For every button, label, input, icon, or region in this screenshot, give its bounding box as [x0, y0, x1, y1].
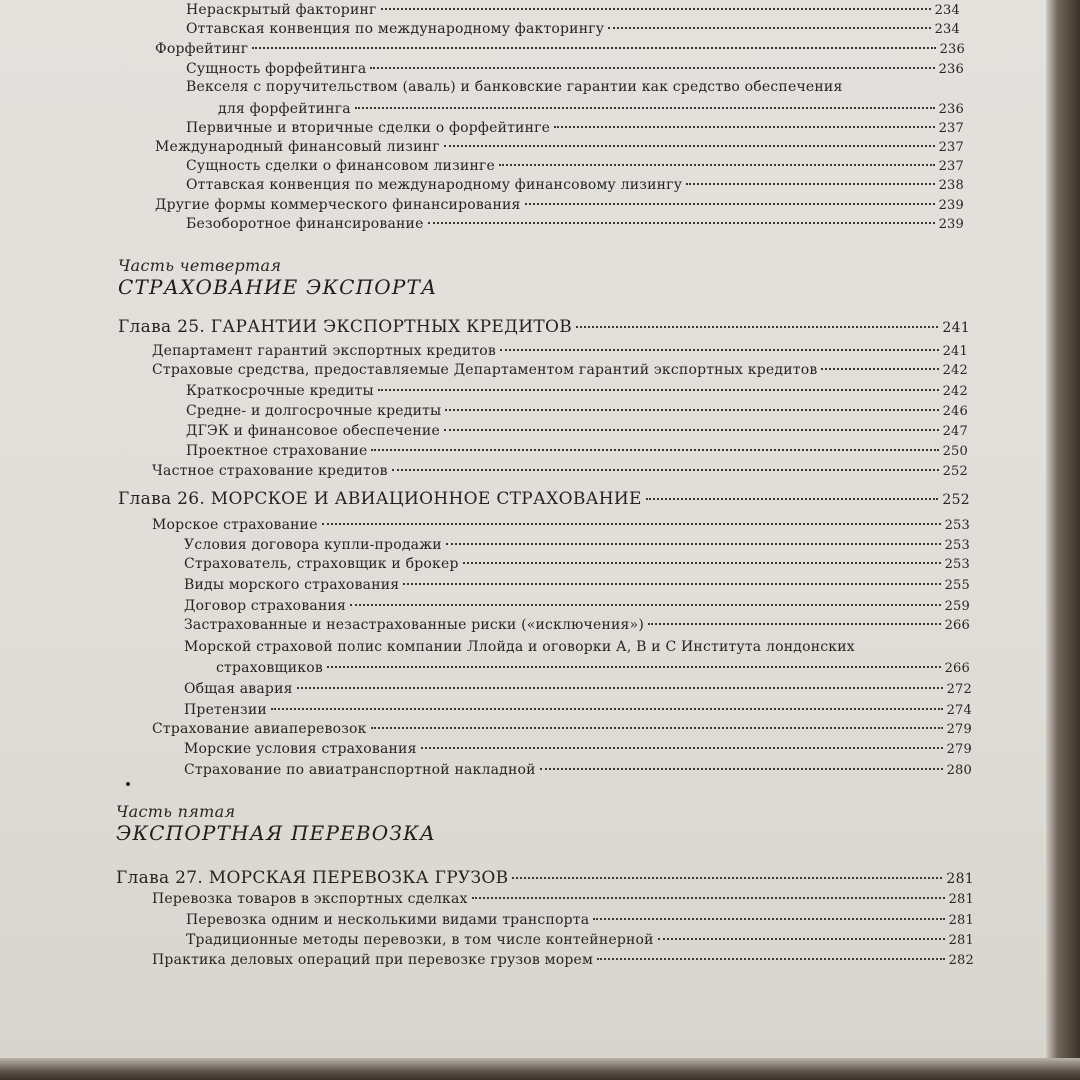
dot-leader [381, 8, 931, 10]
toc-entry-label: Застрахованные и незастрахованные риски («исключения») [184, 617, 644, 633]
dot-leader [446, 543, 941, 545]
dot-leader [371, 449, 938, 451]
toc-page-number: 274 [946, 703, 972, 718]
toc-page-number: 279 [946, 722, 972, 737]
dot-leader [597, 958, 944, 960]
toc-entry-label: Оттавская конвенция по международному факторингу [186, 21, 605, 37]
toc-entry-label: Сущность форфейтинга [186, 61, 367, 77]
dot-leader [370, 67, 934, 69]
dot-leader [403, 583, 940, 585]
toc-entry-label: Средне- и долгосрочные кредиты [186, 403, 442, 419]
toc-entry-label: Морское страхование [152, 517, 318, 533]
toc-entry [152, 719, 972, 739]
toc-entry-label: Страхователь, страховщик и брокер [184, 556, 459, 572]
toc-page-number: 242 [942, 384, 968, 399]
toc-entry [186, 0, 960, 20]
dot-leader [327, 666, 941, 668]
ink-speck [126, 782, 130, 786]
toc-entry [184, 575, 970, 595]
toc-entry-label: Практика деловых операций при перевозке грузов морем [152, 952, 594, 968]
toc-page-number: 279 [946, 742, 972, 757]
toc-page-number: 255 [944, 578, 970, 593]
toc-entry-label: Страхование авиаперевозок [152, 721, 367, 737]
dot-leader [378, 389, 939, 391]
toc-page-number: 252 [942, 492, 970, 508]
toc-entry-label: Проектное страхование [186, 443, 368, 459]
dot-leader [297, 687, 943, 689]
chapter-title: Глава 25. ГАРАНТИИ ЭКСПОРТНЫХ КРЕДИТОВ [118, 317, 572, 337]
toc-entry [155, 39, 965, 59]
dot-leader [350, 604, 941, 606]
toc-entry [186, 441, 968, 461]
toc-page-number: 247 [942, 424, 968, 439]
toc-entry-label: Претензии [184, 702, 267, 718]
toc-entry [152, 461, 968, 481]
toc-page-number: 238 [938, 178, 964, 193]
toc-page-number: 239 [938, 198, 964, 213]
dot-leader [271, 708, 943, 710]
toc-entry-label: ДГЭК и финансовое обеспечение [186, 423, 440, 439]
dot-leader [499, 164, 935, 166]
page-bottom-edge [0, 1058, 1080, 1080]
toc-entry-label: Страхование по авиатранспортной накладной [184, 762, 536, 778]
dot-leader [322, 523, 941, 525]
toc-page-number: 281 [948, 933, 974, 948]
dot-leader [444, 429, 939, 431]
toc-entry [186, 118, 964, 138]
toc-entry-label: Традиционные методы перевозки, в том числе контейнерной [186, 932, 654, 948]
part-label: Часть четвертая [118, 256, 282, 275]
chapter-heading [118, 487, 970, 511]
toc-page-number: 253 [944, 518, 970, 533]
toc-entry-label: Департамент гарантий экспортных кредитов [152, 343, 496, 359]
toc-entry [184, 760, 972, 780]
part-title: СТРАХОВАНИЕ ЭКСПОРТА [118, 275, 438, 299]
toc-page-number: 281 [946, 871, 974, 887]
toc-entry [184, 596, 970, 616]
toc-entry [186, 930, 974, 950]
toc-entry-label: Морские условия страхования [184, 741, 417, 757]
toc-entry [155, 195, 964, 215]
dot-leader [421, 747, 943, 749]
toc-entry-label: Перевозка товаров в экспортных сделках [152, 891, 468, 907]
toc-page-number: 237 [938, 159, 964, 174]
chapter-title: Глава 27. МОРСКАЯ ПЕРЕВОЗКА ГРУЗОВ [116, 868, 509, 888]
toc-page-number: 234 [934, 3, 960, 18]
toc-page-number: 252 [942, 464, 968, 479]
chapter-title: Глава 26. МОРСКОЕ И АВИАЦИОННОЕ СТРАХОВАНИЕ [118, 489, 642, 509]
toc-entry [152, 515, 970, 535]
toc-entry [184, 679, 972, 699]
toc-entry [152, 360, 968, 380]
toc-page-number: 253 [944, 557, 970, 572]
toc-entry-label: Нераскрытый факторинг [186, 2, 377, 18]
toc-entry [184, 554, 970, 574]
toc-page-number: 236 [939, 42, 965, 57]
toc-entry-label: Оттавская конвенция по международному финансовому лизингу [186, 177, 683, 193]
toc-page-number: 253 [944, 538, 970, 553]
part-title: ЭКСПОРТНАЯ ПЕРЕВОЗКА [116, 821, 437, 845]
toc-entry [152, 341, 968, 361]
toc-entry [155, 137, 964, 157]
toc-entry-label: Общая авария [184, 681, 293, 697]
toc-entry-label: Перевозка одним и несколькими видами транспорта [186, 912, 590, 928]
toc-entry-label: Форфейтинг [155, 41, 249, 57]
dot-leader [472, 897, 945, 899]
dot-leader [463, 562, 941, 564]
toc-entry-label: Виды морского страхования [184, 577, 400, 593]
toc-entry [186, 214, 964, 234]
dot-leader [554, 126, 934, 128]
toc-page-number: 246 [942, 404, 968, 419]
toc-entry-label: Безоборотное финансирование [186, 216, 424, 232]
chapter-heading [116, 866, 974, 890]
toc-entry [186, 175, 964, 195]
toc-entry [184, 700, 972, 720]
dot-leader [646, 498, 939, 500]
toc-entry [152, 889, 974, 909]
toc-entry-label-continuation: для форфейтинга [218, 101, 351, 117]
toc-entry-label-continuation: страховщиков [216, 660, 323, 676]
toc-entry-label: Условия договора купли-продажи [184, 537, 442, 553]
book-gutter-edge [1046, 0, 1080, 1080]
dot-leader [658, 938, 945, 940]
toc-entry [184, 535, 970, 555]
toc-entry [186, 381, 968, 401]
toc-page-number: 234 [934, 22, 960, 37]
dot-leader [576, 326, 938, 328]
dot-leader [500, 349, 939, 351]
dot-leader [392, 469, 939, 471]
toc-page-number: 266 [944, 618, 970, 633]
toc-entry-label: Морской страховой полис компании Ллойда и оговорки А, В и С Института лондонских [184, 639, 855, 655]
toc-entry [218, 99, 964, 119]
dot-leader [525, 203, 935, 205]
toc-page-number: 241 [942, 344, 968, 359]
toc-entry-label: Страховые средства, предоставляемые Департаментом гарантий экспортных кредитов [152, 362, 818, 378]
toc-entry [184, 739, 972, 759]
toc-entry-label: Договор страхования [184, 598, 347, 614]
dot-leader [821, 368, 938, 370]
dot-leader [428, 222, 935, 224]
dot-leader [686, 183, 934, 185]
toc-page-number: 237 [938, 140, 964, 155]
toc-page-number: 237 [938, 121, 964, 136]
toc-page-number: 242 [942, 363, 968, 378]
part-label: Часть пятая [116, 802, 236, 821]
dot-leader [355, 107, 935, 109]
toc-page-number: 282 [948, 953, 974, 968]
toc-page-number: 272 [946, 682, 972, 697]
dot-leader [648, 623, 941, 625]
dot-leader [540, 768, 943, 770]
toc-entry [186, 421, 968, 441]
toc-page-number: 281 [948, 913, 974, 928]
toc-entry [186, 401, 968, 421]
toc-entry [186, 156, 964, 176]
dot-leader [371, 727, 943, 729]
toc-page-number: 266 [944, 661, 970, 676]
toc-entry [184, 615, 970, 635]
toc-entry [186, 910, 974, 930]
toc-page-number: 259 [944, 599, 970, 614]
toc-entry [216, 658, 970, 678]
toc-page-number: 241 [942, 320, 970, 336]
toc-entry [186, 19, 960, 39]
toc-page-number: 236 [938, 102, 964, 117]
toc-entry-label: Международный финансовый лизинг [155, 139, 440, 155]
toc-entry-label: Краткосрочные кредиты [186, 383, 374, 399]
toc-entry [152, 950, 974, 970]
dot-leader [512, 877, 942, 879]
toc-entry-label: Сущность сделки о финансовом лизинге [186, 158, 495, 174]
toc-page-number: 239 [938, 217, 964, 232]
dot-leader [445, 409, 938, 411]
chapter-heading [118, 315, 970, 339]
toc-entry-label: Другие формы коммерческого финансирования [155, 197, 521, 213]
toc-entry-label: Частное страхование кредитов [152, 463, 388, 479]
dot-leader [252, 47, 935, 49]
dot-leader [608, 27, 930, 29]
toc-page-number: 236 [938, 62, 964, 77]
toc-entry-label: Первичные и вторичные сделки о форфейтинге [186, 120, 551, 136]
dot-leader [444, 145, 935, 147]
dot-leader [593, 918, 944, 920]
toc-entry [186, 59, 964, 79]
toc-entry-label: Векселя с поручительством (аваль) и банковские гарантии как средство обеспечения [186, 79, 843, 95]
toc-page-number: 250 [942, 444, 968, 459]
toc-page-number: 280 [946, 763, 972, 778]
toc-page-number: 281 [948, 892, 974, 907]
